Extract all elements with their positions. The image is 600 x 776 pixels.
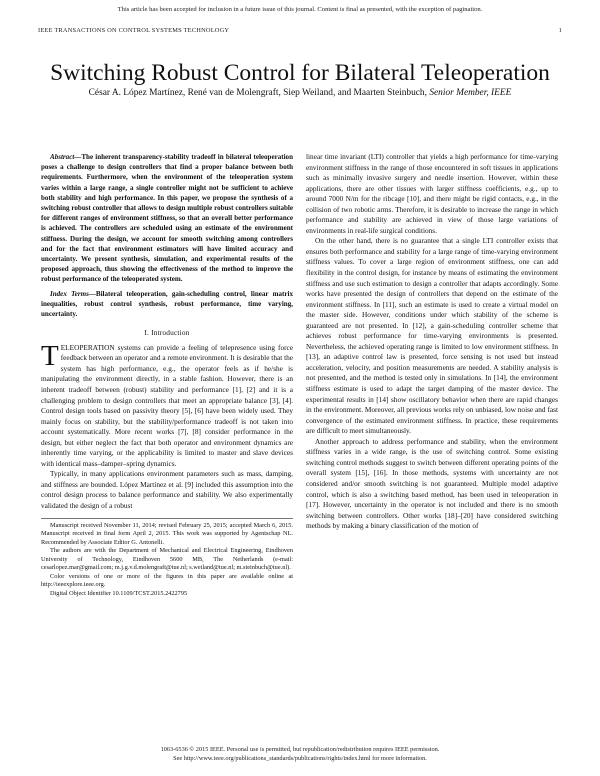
journal-name: IEEE TRANSACTIONS ON CONTROL SYSTEMS TECHNOLOGY [38,27,230,34]
intro-paragraph-1 [41,339,293,470]
drop-cap: T [41,339,59,372]
footer-line-2: See http://www.ieee.org/publications_standards/publications/rights/index.html for more information. [173,755,427,762]
footnotes [41,518,293,599]
intro-paragraph-2: Typically, in many applications environment parameters such as mass, damping, and stiffness are bounded. López Martínez et al. [9] included this assumption into the control design process to balance performance and stability. We also experimentally validated the design of a robust [41,469,293,510]
footer-line-1: 1063-6536 © 2015 IEEE. Personal use is permitted, but republication/redistribution requires IEEE permission. [160,746,440,753]
author-membership: Senior Member, IEEE [429,88,512,98]
footnote-doi: Digital Object Identifier 10.1109/TCST.2015.2422795 [50,589,188,597]
footnote-color: Color versions of one or more of the figures in this paper are available online at http://ieeexplore.ieee.org. [41,572,293,589]
paper-title: Switching Robust Control for Bilateral Teleoperation [50,60,550,86]
abstract [41,152,293,285]
footnote-affiliation: The authors are with the Department of Mechanical and Electrical Engineering, Eindhoven University of Technology, Eindhoven 5600 MB, The Netherlands (e-mail: cesarlopez.mar@gmail.com; m.j.g.v.d.molengraft@tue.nl; s.weiland@tue.nl; m.steinbuch@tue.nl). [41,547,293,572]
acceptance-banner: This article has been accepted for inclusion in a future issue of this journal. Content is final as presented, with the exception of pagination. [117,6,483,13]
page-number: 1 [558,27,562,34]
left-column [41,152,293,598]
author-names: César A. López Martínez, René van de Molengraft, Siep Weiland, and Maarten Steinbuch, [88,88,427,98]
right-paragraph-2: On the other hand, there is no guarantee that a single LTI controller exists that ensures both performance and stability for a large range of time-varying environment stiffness values. To cover a large region of environment stiffness, one can add flexibility in the control design, for instance by means of estimating the environment stiffness and use such estimation to design a controller that adapts accordingly. Some works have presented the design of controllers that depend on the estimate of the environment stiffness. In [11], such an estimate is used to create a virtual model on the master side. However, conditions under which stability of the scheme is guaranteed are not presented. In [12], a gain-scheduling controller scheme that achieves robust performance for time-varying environments is presented. Nevertheless, the achieved operating range is limited to low environment stiffness. In [13], an adaptive control law is presented, force sensing is not used but instead acceleration, velocity, and position measurements are needed. A stability analysis is not presented, and the method is tested only in simulations. In [14], the environment stiffness estimate is used to adapt the target damping of the master device. The experimental results in [14] show oscillatory behavior when there are rapid changes in the environment. Moreover, all previous works rely on unbiased, low noise and fast convergence of the estimated environment stiffness. In practice, these requirements are difficult to meet simultaneously. [306,236,558,436]
index-terms-label: Index Terms— [50,289,96,298]
index-terms [41,289,293,320]
index-terms-text: Bilateral teleoperation, gain-scheduling control, linear matrix inequalities, robust control synthesis, robust performance, time varying, uncertainty. [41,289,294,319]
right-column [306,152,558,532]
intro-paragraph-1-text: ELEOPERATION systems can provide a feeling of telepresence using force feedback between an operator and a remote environment. It is desirable that the system has high performance, e.g., the operator feels as if he/she is manipulating the environment directly, in a stable fashion. However, there is an inherent tradeoff between (robust) stability and performance [1], [2] and it is a challenging problem to design controllers that meet an appropriate balance [3], [4]. Control design tools based on passivity theory [5], [6] have been widely used. They mainly focus on stability, but the stability/performance tradeoff is not taken into account systematically. More recent works [7], [8] consider performance in the design, but either neglect the fact that both operator and environment dynamics are inherently time varying, or the applicability is limited to master and slave devices with identical mass–damper–spring dynamics. [41,342,293,468]
right-paragraph-1: linear time invariant (LTI) controller that yields a high performance for time-varying environment stiffness in the range of those encountered in soft tissues in applications such as minimally invasive surgery and needle insertion. However, within these applications, there are other tissues with larger stiffness coefficients, e.g., up to around 7000 N/m for the ribcage [10], and there might be rigid contacts, e.g., in the collision of two robotic arms. Therefore, it is desirable to increase the range in which performance and stability are achieved in view of those large variations of environments in real-life surgical conditions. [306,152,558,235]
author-list [0,88,600,98]
running-head [38,27,562,34]
abstract-text: The inherent transparency-stability tradeoff in bilateral teleoperation poses a challenge to design controllers that find a proper balance between both requirements. Furthermore, when the environment of the teleoperation system varies within a large range, a single controller might not be sufficient to achieve both stability and high performance. In this paper, we propose the synthesis of a switching robust controller that allows to design multiple robust controllers suitable for different ranges of environment stiffness, so that an overall better performance is achieved. The controllers are scheduled using an estimate of the environment stiffness. During the design, we account for smooth switching among controllers and for the fact that environment estimators will have limited accuracy and uncertainty. We present synthesis, simulation, and experimental results of the proposed approach, thus showing the effectiveness of the method to improve the robust performance of the teleoperated system. [41,153,293,284]
copyright-footer [0,745,600,763]
footnote-manuscript: Manuscript received November 11, 2014; revised February 25, 2015; accepted March 6, 2015. Manuscript received in final form April 2, 2015. This work was supported by Agentschap NL. Recommended by Associate Editor G. Antonelli. [41,521,293,546]
right-paragraph-3: Another approach to address performance and stability, when the environment stiffness varies in a wide range, is the use of switching control. Some existing switching control methods suggest to switch between different operating points of the overall system [15], [16]. In those methods, systems with uncertainty are not considered and/or smooth switching is not guaranteed. Multiple model adaptive control, which is also a switching based method, has been used in teleoperation in [17]. However, uncertainty in the operator is not included and there is no smooth switching between controllers. Other works [18]–[20] have considered switching methods by making a binary classification of the motion of [306,436,558,531]
section-heading-introduction: I. Introduction [144,328,190,338]
abstract-label: Abstract— [50,153,82,161]
